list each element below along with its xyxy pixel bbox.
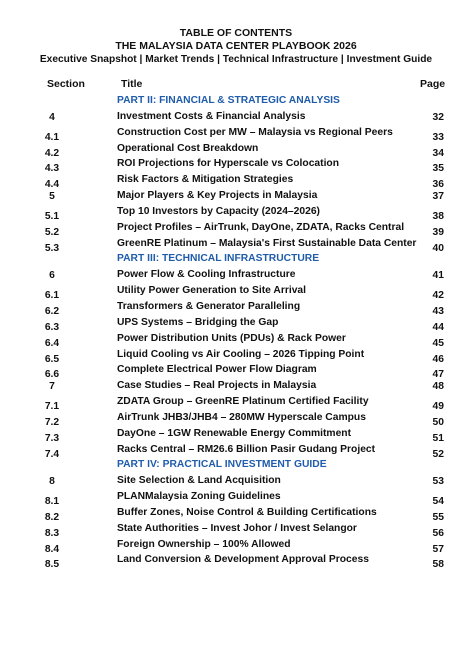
toc-entry[interactable] xyxy=(0,236,472,252)
toc-section-number: 8.2 xyxy=(44,511,60,523)
toc-section-number: 7.3 xyxy=(44,432,60,444)
toc-page-number: 33 xyxy=(432,131,444,143)
toc-page-number: 50 xyxy=(432,416,444,428)
toc-entry[interactable] xyxy=(0,220,472,236)
toc-heading: TABLE OF CONTENTS xyxy=(179,27,293,39)
toc-page-number: 35 xyxy=(432,163,444,175)
toc-entry-title: Land Conversion & Development Approval Process xyxy=(117,554,369,566)
toc-entry[interactable] xyxy=(0,473,472,489)
toc-section-number: 4.1 xyxy=(44,131,60,143)
toc-section-number: 8.1 xyxy=(44,496,60,508)
toc-section-number: 7.2 xyxy=(44,416,60,428)
toc-page-number: 40 xyxy=(432,242,444,254)
toc-entry[interactable] xyxy=(0,283,472,302)
toc-entry-title: Investment Costs & Financial Analysis xyxy=(117,110,306,122)
toc-entry-title: Construction Cost per MW – Malaysia vs Regional Peers xyxy=(117,126,393,138)
toc-page-number: 36 xyxy=(432,179,444,191)
toc-section-number: 8 xyxy=(49,476,55,488)
toc-page-number: 55 xyxy=(432,511,444,523)
toc-entry[interactable] xyxy=(0,299,472,315)
toc-page-number: 51 xyxy=(432,432,444,444)
toc-entry-title: ZDATA Group – GreenRE Platinum Certified Facility xyxy=(117,396,369,408)
toc-page-number: 49 xyxy=(432,401,444,413)
toc-entry-title: Case Studies – Real Projects in Malaysia xyxy=(117,380,317,392)
toc-entry[interactable] xyxy=(0,426,472,442)
toc-entry[interactable] xyxy=(0,188,472,204)
toc-page-number: 42 xyxy=(432,290,444,302)
toc-section-number: 4 xyxy=(49,111,55,123)
section-column-header: Section xyxy=(47,78,85,90)
toc-entry[interactable] xyxy=(0,156,472,175)
toc-page-number: 41 xyxy=(432,270,444,282)
toc-entry[interactable] xyxy=(0,172,472,191)
toc-entry-title: Operational Cost Breakdown xyxy=(117,142,259,154)
toc-entry[interactable] xyxy=(0,141,472,157)
toc-entry-title: ROI Projections for Hyperscale vs Colocation xyxy=(117,158,340,170)
toc-entry-title: Risk Factors & Mitigation Strategies xyxy=(117,174,294,186)
toc-entry[interactable] xyxy=(0,537,472,553)
toc-entry-title: Major Players & Key Projects in Malaysia xyxy=(117,190,318,202)
document-title: THE MALAYSIA DATA CENTER PLAYBOOK 2026 xyxy=(115,40,357,52)
toc-entry-title: Utility Power Generation to Site Arrival xyxy=(117,285,307,297)
toc-entry[interactable] xyxy=(0,442,472,458)
toc-section-number: 5.3 xyxy=(44,242,60,254)
toc-page-number: 52 xyxy=(432,448,444,460)
toc-page-number: 39 xyxy=(432,226,444,238)
toc-entry[interactable] xyxy=(0,315,472,331)
toc-entry-title: Power Flow & Cooling Infrastructure xyxy=(117,269,296,281)
toc-entry[interactable] xyxy=(0,125,472,141)
toc-entry[interactable] xyxy=(0,521,472,537)
toc-entry-title: UPS Systems – Bridging the Gap xyxy=(117,316,279,328)
document-subtitle: Executive Snapshot | Market Trends | Technical Infrastructure | Investment Guide xyxy=(39,54,433,65)
toc-entry-title: Site Selection & Land Acquisition xyxy=(117,475,281,487)
toc-entry[interactable] xyxy=(0,378,472,394)
toc-part-heading[interactable] xyxy=(0,251,472,267)
toc-section-number: 6.2 xyxy=(44,305,60,317)
toc-entry-title: GreenRE Platinum – Malaysia's First Sustainable Data Center xyxy=(117,237,417,249)
toc-entry[interactable] xyxy=(0,362,472,381)
toc-section-number: 6.1 xyxy=(44,290,60,302)
toc-entry-title: Foreign Ownership – 100% Allowed xyxy=(117,538,291,550)
toc-section-number: 8.3 xyxy=(44,527,60,539)
toc-entry-title: Transformers & Generator Paralleling xyxy=(117,300,301,312)
toc-section-number: 6.5 xyxy=(44,353,60,365)
toc-section-number: 5.1 xyxy=(44,210,60,222)
toc-entry[interactable] xyxy=(0,489,472,508)
toc-section-number: 7.4 xyxy=(44,448,60,460)
toc-page-number: 37 xyxy=(432,191,444,203)
toc-list xyxy=(0,93,472,571)
toc-entry-title: State Authorities – Invest Johor / Invest Selangor xyxy=(117,522,357,534)
toc-section-number: 8.5 xyxy=(44,559,60,571)
toc-part-title: PART IV: PRACTICAL INVESTMENT GUIDE xyxy=(117,459,327,471)
toc-entry-title: Liquid Cooling vs Air Cooling – 2026 Tipping Point xyxy=(117,348,365,360)
toc-part-heading[interactable] xyxy=(0,457,472,473)
toc-page-number: 53 xyxy=(432,476,444,488)
toc-section-number: 8.4 xyxy=(44,543,60,555)
toc-entry[interactable] xyxy=(0,331,472,347)
toc-part-title: PART II: FINANCIAL & STRATEGIC ANALYSIS xyxy=(117,95,340,106)
toc-entry-title: Complete Electrical Power Flow Diagram xyxy=(117,364,317,376)
toc-entry-title: Racks Central – RM26.6 Billion Pasir Gudang Project xyxy=(117,443,376,455)
toc-section-number: 4.2 xyxy=(44,147,60,159)
toc-page-number: 54 xyxy=(432,496,444,508)
toc-section-number: 6 xyxy=(49,270,55,282)
toc-entry-title: AirTrunk JHB3/JHB4 – 280MW Hyperscale Campus xyxy=(117,411,366,423)
toc-entry[interactable] xyxy=(0,505,472,521)
toc-section-number: 5 xyxy=(49,191,55,203)
toc-section-number: 7 xyxy=(49,381,55,393)
toc-entry[interactable] xyxy=(0,410,472,426)
toc-part-heading[interactable] xyxy=(0,93,472,109)
toc-page-number: 56 xyxy=(432,527,444,539)
toc-page-number: 58 xyxy=(432,559,444,571)
toc-entry[interactable] xyxy=(0,552,472,571)
toc-page-number: 48 xyxy=(432,381,444,393)
toc-entry[interactable] xyxy=(0,394,472,413)
toc-part-title: PART III: TECHNICAL INFRASTRUCTURE xyxy=(117,253,320,265)
toc-entry-title: Project Profiles – AirTrunk, DayOne, ZDATA, Racks Central xyxy=(117,221,405,233)
document-header xyxy=(0,27,472,66)
toc-page-number: 44 xyxy=(432,321,444,333)
toc-page-number: 34 xyxy=(432,147,444,159)
toc-entry-title: Top 10 Investors by Capacity (2024–2026) xyxy=(117,205,320,217)
toc-section-number: 5.2 xyxy=(44,226,60,238)
toc-section-number: 4.4 xyxy=(44,179,60,191)
toc-page-number: 45 xyxy=(432,337,444,349)
toc-page-number: 38 xyxy=(432,210,444,222)
toc-section-number: 4.3 xyxy=(44,163,60,175)
toc-section-number: 6.3 xyxy=(44,321,60,333)
toc-entry[interactable] xyxy=(0,204,472,220)
toc-entry-title: PLANMalaysia Zoning Guidelines xyxy=(117,491,281,503)
toc-section-number: 7.1 xyxy=(44,401,60,413)
toc-entry-title: Power Distribution Units (PDUs) & Rack Power xyxy=(117,332,346,344)
toc-entry[interactable] xyxy=(0,267,472,283)
toc-entry-title: Buffer Zones, Noise Control & Building Certifications xyxy=(117,506,377,518)
toc-page-number: 47 xyxy=(432,369,444,381)
toc-entry[interactable] xyxy=(0,347,472,363)
toc-section-number: 6.4 xyxy=(44,337,60,349)
page-column-header: Page xyxy=(420,78,446,90)
toc-entry[interactable] xyxy=(0,109,472,125)
toc-section-number: 6.6 xyxy=(44,369,60,381)
toc-page-number: 32 xyxy=(432,111,444,123)
toc-entry-title: DayOne – 1GW Renewable Energy Commitment xyxy=(117,427,352,439)
title-column-header: Title xyxy=(121,78,143,90)
toc-page-number: 43 xyxy=(432,305,444,317)
toc-page-number: 57 xyxy=(432,543,444,555)
toc-page-number: 46 xyxy=(432,353,444,365)
